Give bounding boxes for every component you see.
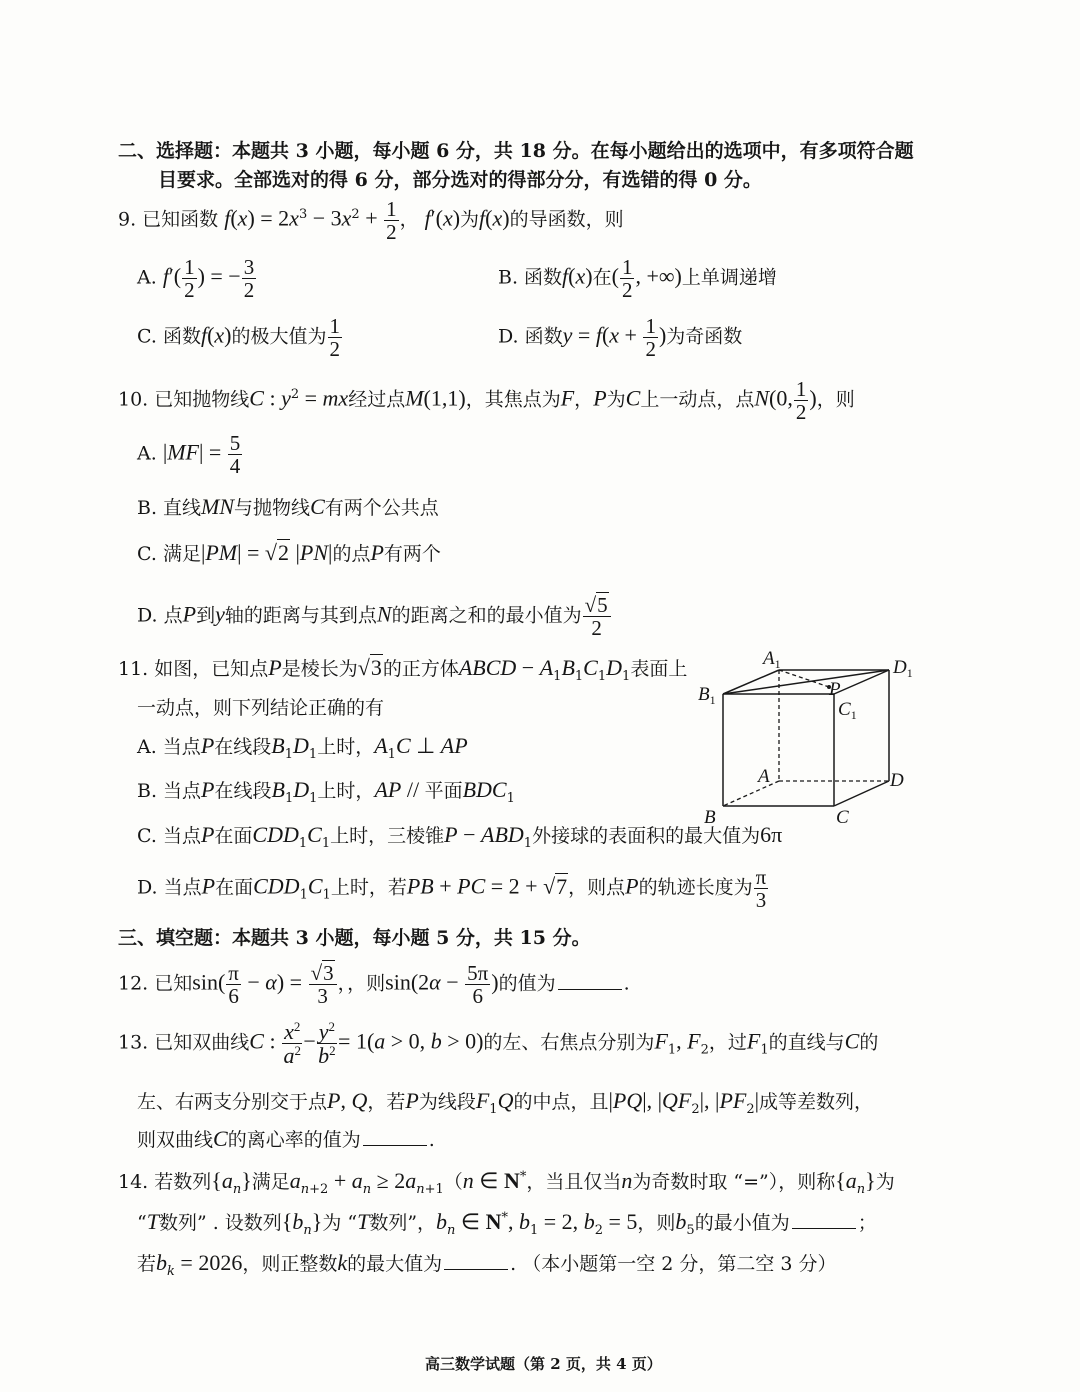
q12-answer-blank bbox=[558, 988, 622, 990]
cube-label-a: A bbox=[758, 766, 770, 787]
section2-header-line2: 目要求。全部选对的得 6 分，部分选对的得部分分，有选错的得 0 分。 bbox=[158, 169, 762, 191]
section3-header: 三、填空题：本题共 3 小题，每小题 5 分，共 15 分。 bbox=[118, 927, 591, 949]
q9-option-b: B. 函数f(x)在( $\frac{1}{2}$ , +∞)上单调递增 bbox=[498, 255, 777, 303]
q9-option-a: A. f′( $\frac{1}{2}$ ) = − $\frac{3}{2}$ bbox=[137, 255, 255, 303]
q14-line3: 若$b_k = 2026$，则正整数k的最大值为 . （本小题第一空 2 分，第二空 3 分） bbox=[137, 1250, 837, 1279]
cube-label-c: C bbox=[836, 807, 849, 828]
cube-label-c1: $C_1$ bbox=[838, 699, 857, 722]
section2-header-line1: 二、选择题：本题共 3 小题，每小题 6 分，共 18 分。在每小题给出的选项中，有多项符合题 bbox=[118, 140, 914, 162]
q11-option-b: B. 当点P在线段$B_1D_1$上时，AP // 平面$BDC_1$ bbox=[137, 777, 515, 806]
cube-label-d1: $D_1$ bbox=[893, 657, 913, 680]
q11-stem-line2: 一动点，则下列结论正确的有 bbox=[137, 697, 385, 719]
q10-option-b: B. 直线MN与抛物线C有两个公共点 bbox=[137, 494, 439, 519]
q10-option-a: A. |MF| = $\frac{5}{4}$ bbox=[137, 431, 241, 479]
q11-option-d: D. 当点P在面$CDD_1C_1$上时，若PB + PC = 2 + √7，则点P的轨迹长度为 $\frac{\pi}{3}$ bbox=[137, 865, 767, 913]
cube-label-b: B bbox=[704, 807, 716, 828]
q11-stem: 11. 如图，已知点P是棱长为√3的正方体ABCD − $A_1B_1C_1D_1$表面上 bbox=[118, 655, 688, 684]
cube-label-d: D bbox=[890, 770, 904, 791]
q13-line3: 则双曲线C的离心率的值为 . bbox=[137, 1126, 435, 1151]
q10-stem: 10. 已知抛物线C : $y^2$ = mx经过点M(1,1)，其焦点为F，P为C上一动点，点N(0, $\frac{1}{2}$ )，则 bbox=[118, 377, 855, 425]
q14-line1: 14. 若数列$\{a_n\}$满足$a_{n+2} + a_n \ge 2a_{n+1}(n$ ∈ N*，当且仅当n为奇数时取 “=”），则称$\{a_n\}$为 bbox=[118, 1168, 895, 1197]
q10-option-d: D. 点P到y轴的距离与其到点N的距离之和的最小值为 $\frac{√5}{2}$ bbox=[137, 594, 612, 639]
q12-stem: 12. 已知sin( $\frac{\pi}{6}$ − α) = $\frac{√3}{3}$ ，，则sin(2α − $\frac{5\pi}{6}$ )的值为 . bbox=[118, 961, 630, 1009]
q10-option-c: C. 满足|PM| = √2 |PN|的点P有两个 bbox=[137, 540, 441, 565]
cube-label-p: P bbox=[829, 679, 841, 700]
q14-line2: “T数列” . 设数列$\{b_n\}$为 “T数列”，$b_n$ ∈ N*, $b_1 = 2$, $b_2 = 5$，则$b_5$的最小值为 ； bbox=[137, 1209, 877, 1238]
q9-option-c: C. 函数f(x)的极大值为 $\frac{1}{2}$ bbox=[137, 314, 341, 362]
q13-stem: 13. 已知双曲线C : $\frac{x^2}{a^2}$ − $\frac{y^2}{b^2}$ = 1(a > 0, b > 0)的左、右焦点分别为$F_1$, $F_2$，过$F_1$的直线与C的 bbox=[118, 1019, 879, 1069]
q11-option-c: C. 当点P在面$CDD_1C_1$上时，三棱锥$P - ABD_1$外接球的表面积的最大值为6π bbox=[137, 822, 783, 851]
q9-option-d: D. 函数y = f(x + $\frac{1}{2}$ )为奇函数 bbox=[498, 314, 743, 362]
cube-label-a1: $A_1$ bbox=[763, 648, 781, 671]
q13-line2: 左、右两支分别交于点P, Q，若P为线段$F_1Q$的中点，且|PQ|, $|QF_2|$, $|PF_2|$成等差数列， bbox=[137, 1088, 874, 1117]
cube-label-b1: $B_1$ bbox=[698, 684, 716, 707]
cube-figure bbox=[690, 640, 930, 835]
q14-answer-blank-1 bbox=[792, 1227, 856, 1229]
q13-answer-blank bbox=[363, 1144, 427, 1146]
page-footer: 高三数学试题（第 2 页，共 4 页） bbox=[425, 1355, 662, 1373]
q14-answer-blank-2 bbox=[444, 1268, 508, 1270]
q9-stem: 9. 已知函数 $f(x) = 2x^3 - 3x^2$ + $\frac{1}{2}$ ， f′(x)为f(x)的导函数，则 bbox=[118, 197, 624, 245]
q11-option-a: A. 当点P在线段$B_1D_1$上时，$A_1C$ ⊥ AP bbox=[137, 733, 468, 762]
